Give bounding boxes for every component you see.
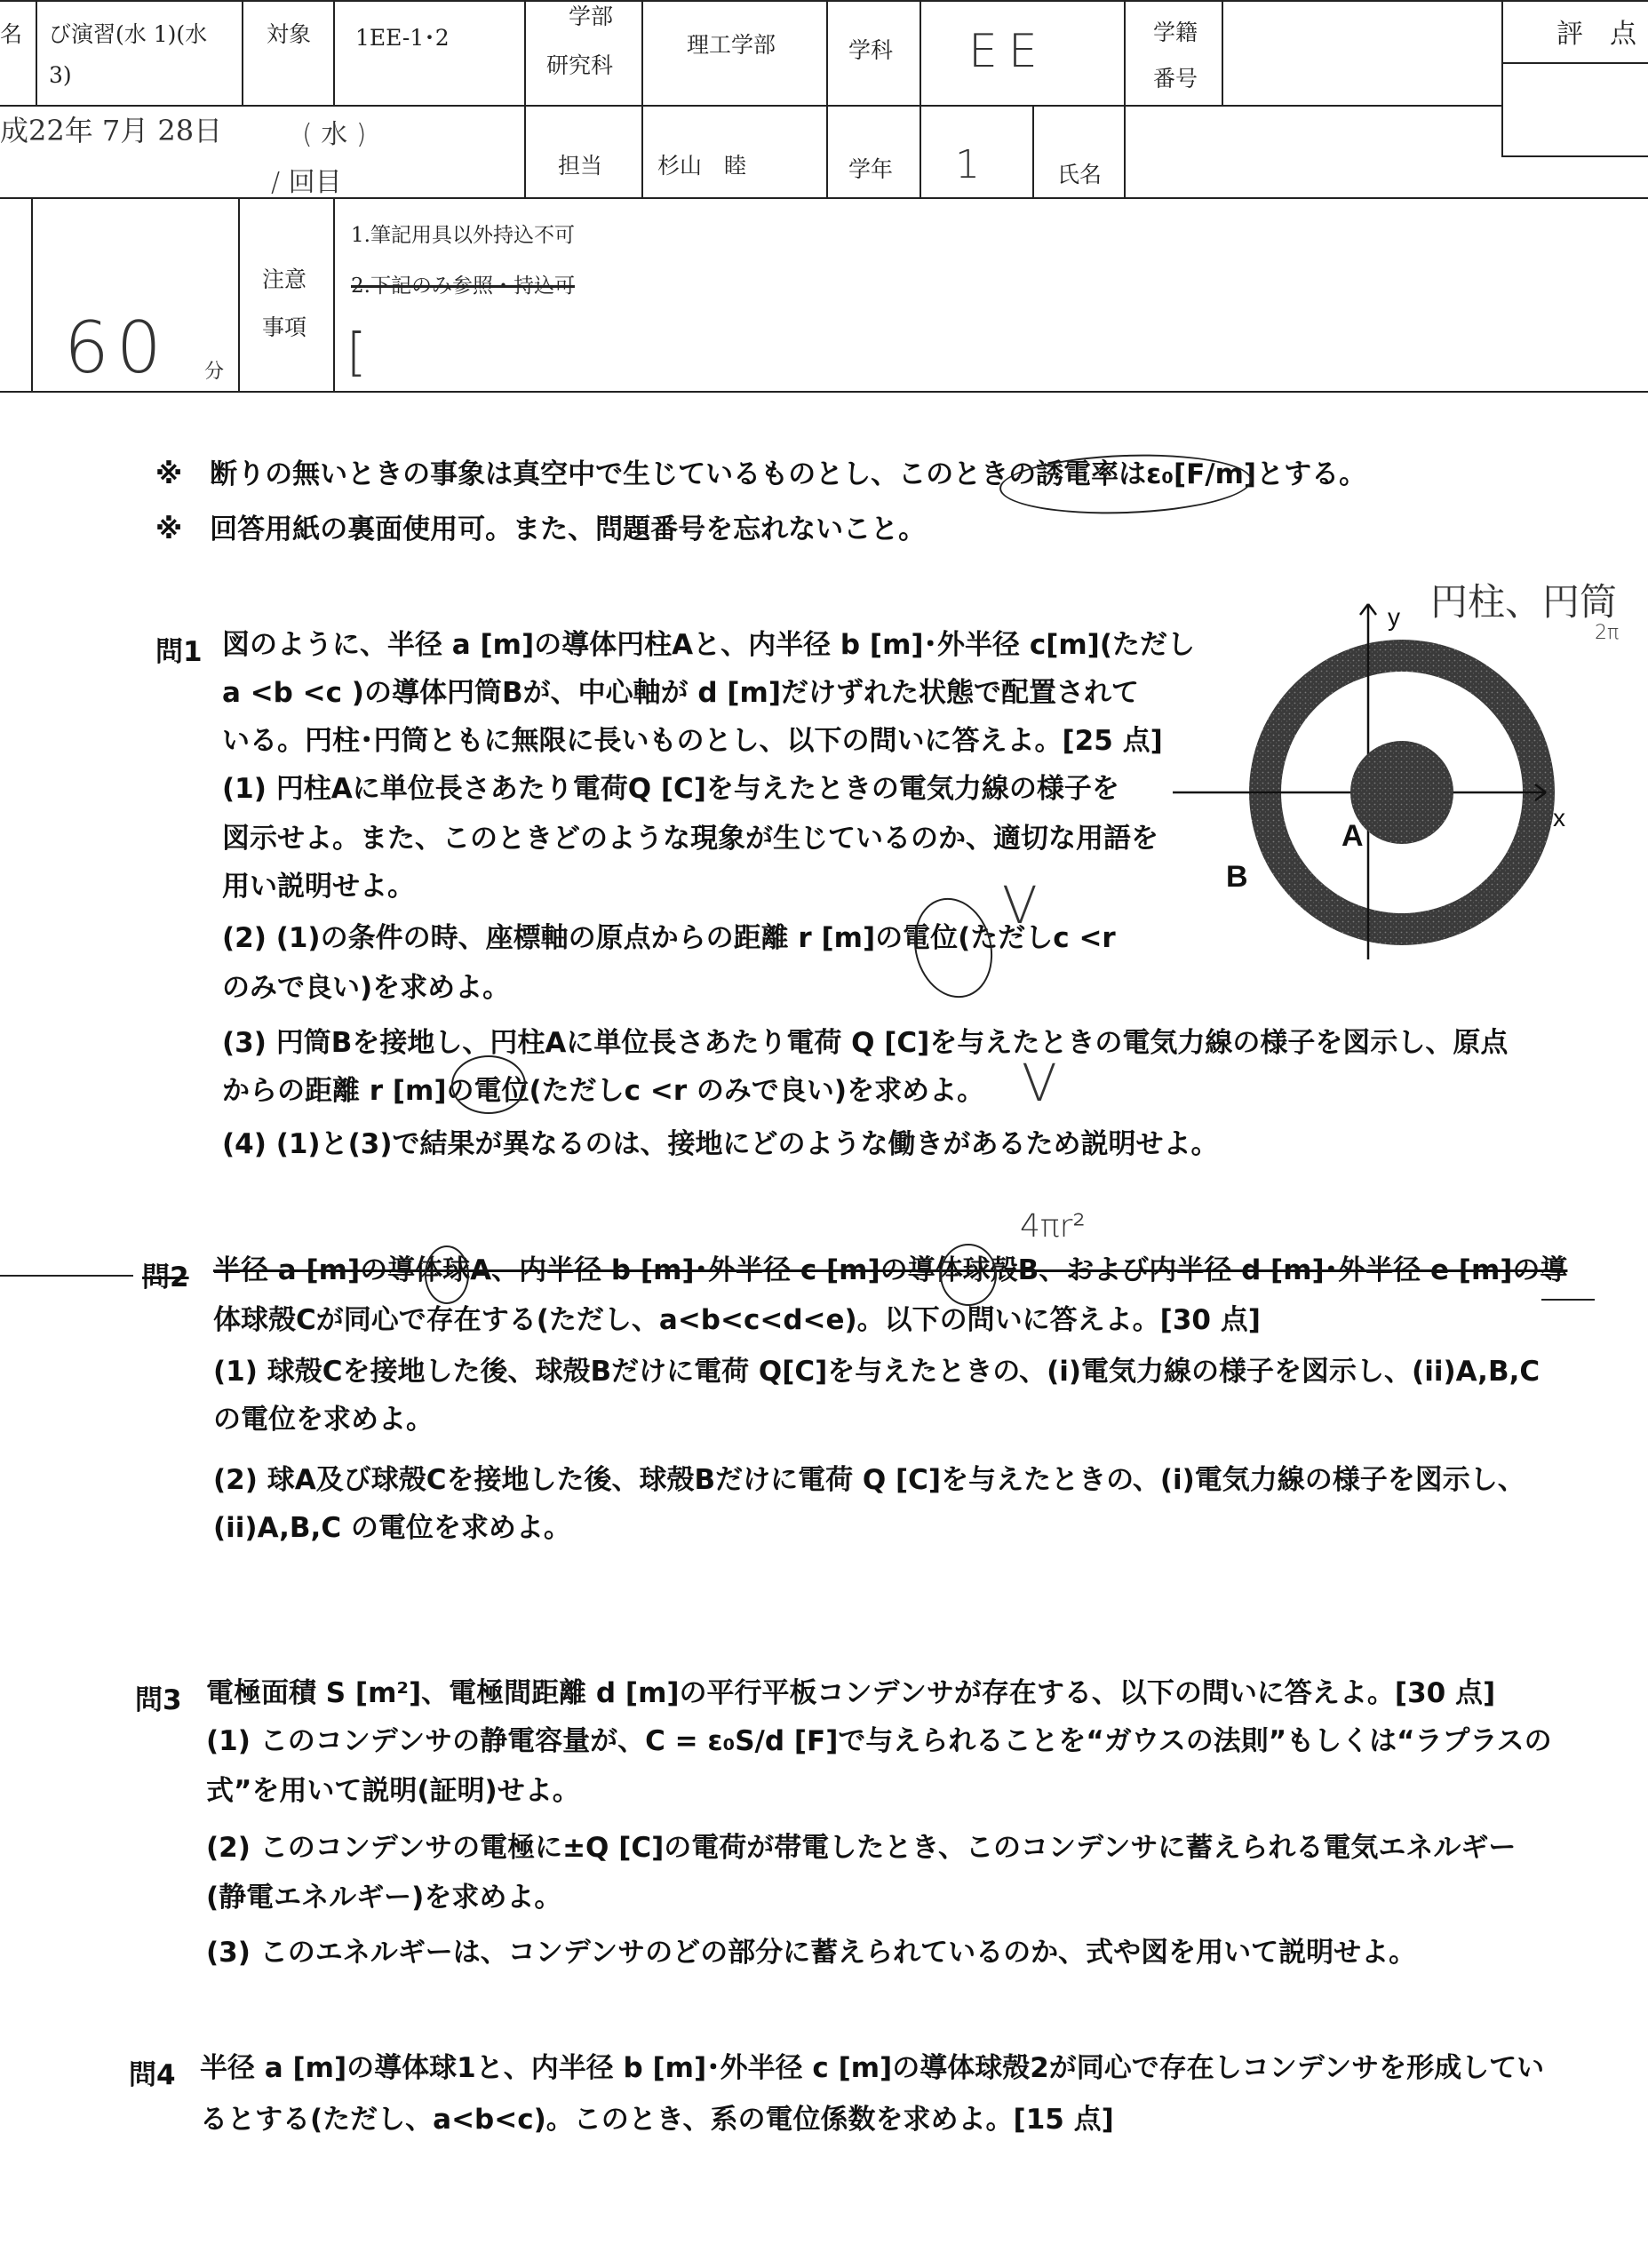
notes-label-1: 注意 bbox=[262, 267, 307, 292]
q1-line-4: (1) 円柱Aに単位長さあたり電荷Q [C]を与えたときの電気力線の様子を bbox=[222, 773, 1119, 805]
student-id-label-1: 学籍 bbox=[1153, 20, 1198, 45]
vrule-1 bbox=[36, 0, 37, 105]
score-box-bottom-rule bbox=[1501, 155, 1648, 157]
q2-strike-lead bbox=[0, 1275, 133, 1277]
q1-check-mark-1: V bbox=[1002, 875, 1038, 935]
vrule-7 bbox=[920, 0, 921, 197]
q1-line-1: 図のように、半径 a [m]の導体円柱Aと、内半径 b [m]･外半径 c[m](ただし bbox=[222, 629, 1196, 661]
vrule-13 bbox=[238, 197, 240, 391]
faculty-label-1: 学部 bbox=[569, 4, 614, 29]
q2-line-1: 半径 a [m]の導体球A、内半径 b [m]･外半径 c [m]の導体球殻B、および内半径 d [m]･外半径 e [m]の導 bbox=[213, 1254, 1568, 1286]
duration-value: 60 bbox=[64, 306, 169, 389]
q1-potential-circle-2 bbox=[451, 1055, 526, 1114]
faculty-value: 理工学部 bbox=[687, 32, 776, 58]
vrule-12 bbox=[31, 197, 33, 391]
q2-strike-tail bbox=[1541, 1299, 1595, 1301]
q2-line-3: (1) 球殻Cを接地した後、球殻Bだけに電荷 Q[C]を与えたときの、(i)電気力線の様子を図示し、(ii)A,B,C bbox=[213, 1356, 1541, 1388]
axis-x-label: x bbox=[1553, 804, 1565, 832]
course-name-cont: 3) bbox=[49, 62, 72, 88]
exam-session: / 回目 bbox=[271, 167, 342, 198]
q1-line-9: (3) 円筒Bを接地し、円柱Aに単位長さあたり電荷 Q [C]を与えたときの電気力線の様子を図示し、原点 bbox=[222, 1027, 1509, 1059]
q3-line-6: (3) このエネルギーは、コンデンサのどの部分に蓄えられているのか、式や図を用いて説明せよ。 bbox=[206, 1937, 1417, 1969]
teacher-label: 担当 bbox=[558, 153, 603, 179]
q1-label: 問1 bbox=[155, 636, 203, 668]
q3-line-3: 式”を用いて説明(証明)せよ。 bbox=[206, 1775, 580, 1807]
q1-line-8: のみで良い)を求めよ。 bbox=[222, 972, 511, 1004]
q1-potential-circle-1 bbox=[904, 889, 1004, 1007]
exam-date: 成22年 7月 28日 bbox=[0, 114, 223, 147]
dept-label: 学科 bbox=[848, 37, 894, 63]
label-b: B bbox=[1226, 860, 1248, 894]
q2-circle-mark-1 bbox=[425, 1245, 469, 1304]
fig-handwritten-note: 円柱、円筒 bbox=[1430, 580, 1618, 624]
note-1: 1.筆記用具以外持込不可 bbox=[351, 224, 575, 247]
fig-handwritten-side: 2π bbox=[1595, 622, 1620, 644]
q1-line-11: (4) (1)と(3)で結果が異なるのは、接地にどのような働きがあるため説明せよ。 bbox=[222, 1128, 1219, 1160]
note-bracket: [ bbox=[346, 322, 367, 382]
grade-value: 1 bbox=[955, 142, 980, 187]
faculty-label-2: 研究科 bbox=[546, 52, 614, 78]
q1-check-mark-2: V bbox=[1022, 1053, 1057, 1113]
q3-line-4: (2) このコンデンサの電極に±Q [C]の電荷が帯電したとき、このコンデンサに蓄えられる電気エネルギー bbox=[206, 1832, 1517, 1864]
vrule-4 bbox=[524, 0, 526, 197]
notice-2: ※ 回答用紙の裏面使用可。また、問題番号を忘れないこと。 bbox=[155, 513, 927, 545]
q3-line-2: (1) このコンデンサの静電容量が、C = ε₀S/d [F]で与えられることを“ガウスの法則”もしくは“ラプラスの bbox=[206, 1725, 1552, 1757]
header-top-rule bbox=[0, 0, 1648, 2]
q2-line-6: (ii)A,B,C の電位を求めよ。 bbox=[213, 1512, 571, 1544]
q1-line-6: 用い説明せよ。 bbox=[222, 871, 415, 903]
axis-y-label: y bbox=[1388, 603, 1400, 631]
student-id-label-2: 番号 bbox=[1153, 66, 1198, 92]
q1-line-7: (2) (1)の条件の時、座標軸の原点からの距離 r [m]の電位(ただしc <r bbox=[222, 922, 1116, 954]
person-name-label: 氏名 bbox=[1057, 162, 1103, 187]
cylinder-a bbox=[1350, 741, 1453, 844]
header-bottom-rule bbox=[0, 391, 1648, 393]
header-row2-rule bbox=[0, 197, 1648, 199]
q2-label: 問2 bbox=[142, 1261, 189, 1293]
q1-line-2: a <b <c )の導体円筒Bが、中心軸が d [m]だけずれた状態で配置されて bbox=[222, 677, 1140, 709]
score-box-rule bbox=[1501, 62, 1648, 64]
q3-line-1: 電極面積 S [m²]、電極間距離 d [m]の平行平板コンデンサが存在する、以下の問いに答えよ。[30 点] bbox=[206, 1677, 1496, 1709]
name-label: 名 bbox=[0, 21, 23, 47]
q1-line-3: いる。円柱･円筒ともに無限に長いものとし、以下の問いに答えよ。[25 点] bbox=[222, 725, 1163, 757]
note-2-struck: 2.下記のみ参照・持込可 bbox=[351, 275, 575, 298]
header-row1-rule bbox=[0, 105, 1501, 107]
q1-line-10: からの距離 r [m]の電位(ただしc <r のみで良い)を求めよ。 bbox=[222, 1075, 985, 1107]
vrule-11 bbox=[1501, 0, 1503, 155]
target-label: 対象 bbox=[267, 21, 312, 47]
q1-line-5: 図示せよ。また、このときどのような現象が生じているのか、適切な用語を bbox=[222, 823, 1158, 855]
vrule-10 bbox=[1222, 0, 1223, 105]
dept-value: EE bbox=[968, 25, 1048, 78]
q4-line-2: るとする(ただし、a<b<c)。このとき、系の電位係数を求めよ。[15 点] bbox=[200, 2104, 1114, 2136]
exam-weekday: ( 水 ) bbox=[302, 119, 367, 150]
course-name: び演習(水 1)(水 bbox=[49, 21, 208, 47]
vrule-8 bbox=[1032, 105, 1034, 197]
q3-label: 問3 bbox=[135, 1684, 182, 1716]
q4-label: 問4 bbox=[129, 2059, 176, 2091]
duration-unit: 分 bbox=[204, 361, 225, 383]
label-a: A bbox=[1341, 819, 1364, 853]
notes-label-2: 事項 bbox=[262, 314, 307, 340]
score-label: 評 点 bbox=[1556, 19, 1636, 50]
q2-line-5: (2) 球A及び球殻Cを接地した後、球殻Bだけに電荷 Q [C]を与えたときの、(i)電気力線の様子を図示し、 bbox=[213, 1464, 1525, 1496]
teacher-value: 杉山 睦 bbox=[657, 153, 747, 179]
q2-line-2: 体球殻Cが同心で存在する(ただし、a<b<c<d<e)。以下の問いに答えよ。[30 点] bbox=[213, 1304, 1261, 1336]
q2-circle-mark-2 bbox=[940, 1244, 997, 1306]
vrule-9 bbox=[1124, 0, 1126, 197]
vrule-5 bbox=[641, 0, 643, 197]
vrule-3 bbox=[333, 0, 335, 105]
target-value: 1EE-1･2 bbox=[355, 25, 450, 51]
q3-line-5: (静電エネルギー)を求めよ。 bbox=[206, 1882, 562, 1914]
vrule-6 bbox=[826, 0, 828, 197]
grade-label: 学年 bbox=[848, 156, 894, 182]
conductor-figure bbox=[1155, 569, 1620, 959]
notice-1: ※ 断りの無いときの事象は真空中で生じているものとし、このときの誘電率はε₀[F/m]とする。 bbox=[155, 458, 1367, 490]
vrule-14 bbox=[333, 197, 335, 391]
q4-line-1: 半径 a [m]の導体球1と、内半径 b [m]･外半径 c [m]の導体球殻2が同心で存在しコンデンサを形成してい bbox=[200, 2052, 1545, 2084]
q2-handwritten-note: 4πr² bbox=[1020, 1208, 1086, 1245]
q2-line-4: の電位を求めよ。 bbox=[213, 1404, 434, 1436]
vrule-2 bbox=[242, 0, 243, 105]
